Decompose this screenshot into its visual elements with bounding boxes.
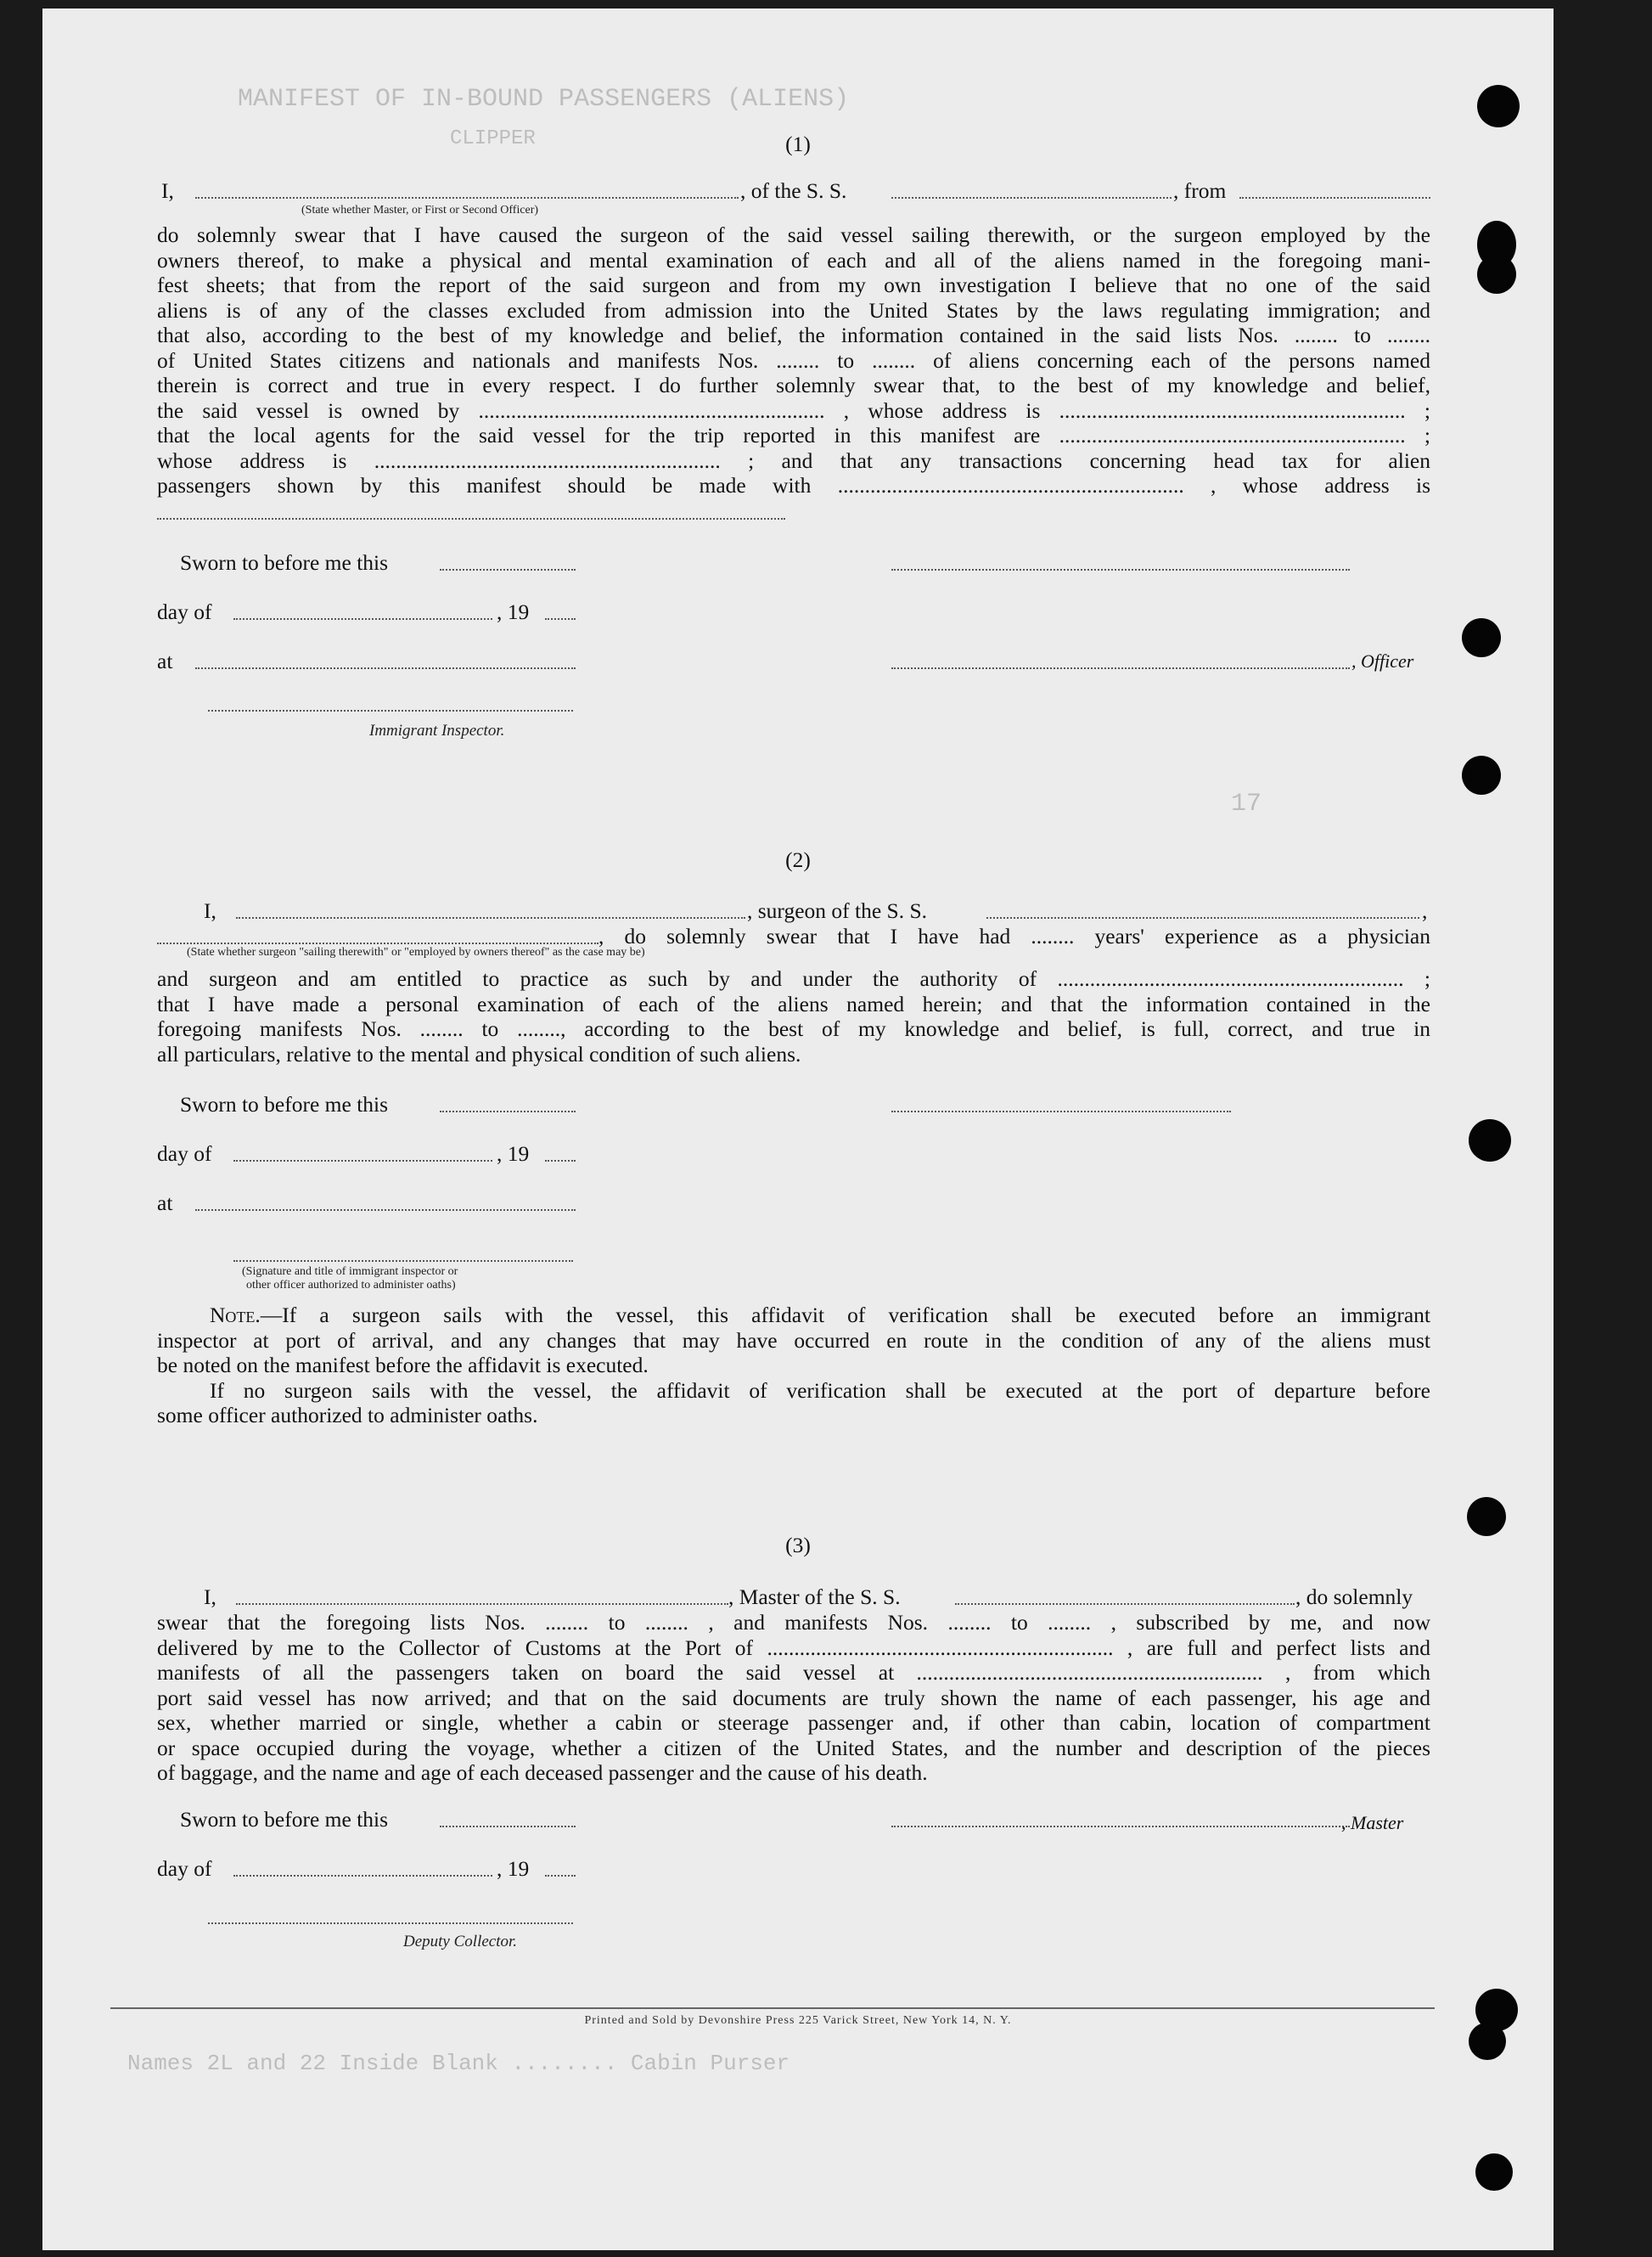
s2-surgeon-label: , surgeon of the S. S. xyxy=(747,898,928,923)
s1-at: at xyxy=(157,649,173,673)
s3-master: , Master xyxy=(1341,1812,1404,1833)
note-line xyxy=(157,1303,1430,1328)
s1-day-blank xyxy=(233,618,492,620)
note-text: —If a surgeon sails with the vessel, this affidavit of verification shall be executed before an immigrant xyxy=(260,1303,1430,1327)
s2-i-label: I, xyxy=(204,898,216,923)
s3-line: port said vessel has now arrived; and that on the said documents are truly shown the name of each passenger, his age and xyxy=(157,1685,1430,1710)
s1-sign-blank xyxy=(891,569,1350,571)
note-paragraph xyxy=(157,1303,1430,1428)
s3-line: of baggage, and the name and age of each deceased passenger and the cause of his death. xyxy=(157,1760,928,1785)
s1-sworn-blank xyxy=(440,569,576,571)
s2-sworn: Sworn to before me this xyxy=(180,1092,389,1117)
s2-surgeon-note: (State whether surgeon "sailing therewith" or "employed by owners thereof" as the case may be) xyxy=(187,946,645,959)
s1-line: the said vessel is owned by ................................................................ , whose address is ................................................................ ; xyxy=(157,397,1430,423)
s3-nineteen: , 19 xyxy=(497,1856,530,1881)
s1-line: that also, according to the best of my knowledge and belief, the information contained in the said lists Nos. ........ to ........ xyxy=(157,323,1430,347)
s3-master-label: , Master of the S. S. xyxy=(728,1584,901,1609)
s3-oath-paragraph xyxy=(157,1610,1430,1786)
s2-type-blank xyxy=(157,943,598,944)
s1-at-blank xyxy=(195,667,576,669)
s1-from-blank xyxy=(1239,197,1430,199)
s2-day-of: day of xyxy=(157,1141,212,1166)
ghost-title: MANIFEST OF IN-BOUND PASSENGERS (ALIENS) xyxy=(238,85,850,114)
note-line: If no surgeon sails with the vessel, the affidavit of verification shall be executed at the port of departure before xyxy=(210,1377,1430,1403)
s2-nineteen: , 19 xyxy=(497,1141,530,1166)
ghost-code: CLIPPER xyxy=(450,127,536,150)
s1-line: that the local agents for the said vessel for the trip reported in this manifest are ................................................................ ; xyxy=(157,423,1430,447)
s1-line: aliens is of any of the classes excluded from admission into the United States by the laws regulating immigration; and xyxy=(157,297,1430,323)
section-1-number: (1) xyxy=(785,132,811,156)
section-3-number: (3) xyxy=(785,1533,811,1557)
s2-at-blank xyxy=(195,1209,576,1211)
s2-year-blank xyxy=(545,1160,576,1162)
s1-inspector-label: Immigrant Inspector. xyxy=(369,722,505,740)
s3-sworn: Sworn to before me this xyxy=(180,1807,389,1832)
s1-line: passengers shown by this manifest should be made with ................................................................ , whose address is xyxy=(157,473,1430,498)
note-line: be noted on the manifest before the affidavit is executed. xyxy=(157,1353,649,1377)
s2-sig-note-1: (Signature and title of immigrant inspector or xyxy=(242,1265,458,1278)
footer-rule xyxy=(110,2007,1435,2009)
s1-line: fest sheets; that from the report of the said surgeon and from my own investigation I believe that no one of the said xyxy=(157,273,1430,297)
s3-line: manifests of all the passengers taken on board the said vessel at ................................................................ , from which xyxy=(157,1660,1430,1685)
s3-name-blank xyxy=(236,1603,728,1605)
s1-year-blank xyxy=(545,618,576,620)
s1-line: whose address is ................................................................ ; and that any transactions concerning head tax for alien xyxy=(157,447,1430,473)
s3-day-blank xyxy=(233,1875,492,1877)
ghost-bottom: Names 2L and 22 Inside Blank ........ Cabin Purser xyxy=(127,2051,790,2076)
s2-line: that I have made a personal examination of each of the aliens named herein; and that the information contained in the xyxy=(157,991,1430,1016)
punch-hole xyxy=(1462,618,1501,657)
s1-nineteen: , 19 xyxy=(497,599,530,624)
s1-officer-blank xyxy=(195,197,739,199)
punch-hole xyxy=(1475,2153,1513,2191)
punch-hole xyxy=(1477,255,1516,294)
punch-hole xyxy=(1467,1497,1506,1536)
s2-day-blank xyxy=(233,1160,492,1162)
section-2-number: (2) xyxy=(785,847,811,872)
ghost-mark: 17 xyxy=(1231,790,1262,819)
s1-ss-label: , of the S. S. xyxy=(740,178,847,203)
s1-inspector-blank xyxy=(208,710,573,712)
s2-sworn-blank xyxy=(440,1111,576,1112)
s3-year-blank xyxy=(545,1875,576,1877)
punch-hole xyxy=(1469,2023,1506,2060)
s3-i-label: I, xyxy=(204,1584,216,1609)
note-label: Note. xyxy=(210,1303,261,1327)
s2-name-blank xyxy=(236,917,745,919)
s3-collector-blank xyxy=(208,1922,573,1924)
punch-hole xyxy=(1462,756,1501,795)
s3-line: or space occupied during the voyage, whether a citizen of the United States, and the number and description of the pieces xyxy=(157,1735,1430,1760)
s1-line: of United States citizens and nationals and manifests Nos. ........ to ........ of aliens concerning each of the persons named xyxy=(157,347,1430,373)
s3-sworn-blank xyxy=(440,1826,576,1827)
s2-at: at xyxy=(157,1190,173,1215)
s3-do-label: , do solemnly xyxy=(1295,1584,1413,1609)
s1-address-blank xyxy=(157,518,785,520)
s2-line: and surgeon and am entitled to practice as such by and under the authority of ................................................................ ; xyxy=(157,966,1430,991)
s1-from-label: , from xyxy=(1173,178,1227,203)
s2-line: all particulars, relative to the mental and physical condition of such aliens. xyxy=(157,1041,801,1067)
s1-officer-note: (State whether Master, or First or Second Officer) xyxy=(301,204,539,217)
s2-comma: , xyxy=(1422,898,1428,923)
s3-line: delivered by me to the Collector of Customs at the Port of ................................................................ , are full and perfect lists and xyxy=(157,1635,1430,1660)
note-line: some officer authorized to administer oaths. xyxy=(157,1403,538,1427)
manifest-page xyxy=(42,8,1554,2250)
s2-sign-blank xyxy=(891,1111,1231,1112)
punch-hole xyxy=(1477,85,1520,127)
s2-line: foregoing manifests Nos. ........ to ........, according to the best of my knowledge and belief, is full, correct, and true in xyxy=(157,1016,1430,1041)
s2-line-0: , do solemnly swear that I have had ........ years' experience as a physician xyxy=(598,924,1430,948)
s3-day-of: day of xyxy=(157,1856,212,1881)
note-line: inspector at port of arrival, and any changes that may have occurred en route in the condition of any of the aliens must xyxy=(157,1327,1430,1353)
s3-line: swear that the foregoing lists Nos. ........ to ........ , and manifests Nos. ........ to ........ , subscribed by me, and now xyxy=(157,1610,1430,1635)
s3-ship-blank xyxy=(955,1603,1295,1605)
s1-line: therein is correct and true in every respect. I do further solemnly swear that, to the best of my knowledge and belief, xyxy=(157,373,1430,397)
s2-signature-blank xyxy=(233,1260,573,1262)
s2-ship-blank xyxy=(986,917,1419,919)
s1-day-of: day of xyxy=(157,599,212,624)
s1-officer: , Officer xyxy=(1351,650,1414,672)
s3-master-sign-blank xyxy=(891,1826,1350,1827)
s2-oath-paragraph xyxy=(157,966,1430,1067)
s1-line: do solemnly swear that I have caused the surgeon of the said vessel sailing therewith, or the surgeon employed by the xyxy=(157,222,1430,247)
s1-sworn: Sworn to before me this xyxy=(180,550,389,575)
s1-officer-sign-blank xyxy=(891,667,1350,669)
punch-hole xyxy=(1469,1119,1511,1162)
s1-line: owners thereof, to make a physical and mental examination of each and all of the aliens named in the foregoing mani- xyxy=(157,247,1430,273)
printer-credit: Printed and Sold by Devonshire Press 225 Varick Street, New York 14, N. Y. xyxy=(584,2014,1012,2027)
s1-ship-blank xyxy=(891,197,1172,199)
s3-line: sex, whether married or single, whether a cabin or steerage passenger and, if other than cabin, location of compartment xyxy=(157,1710,1430,1735)
s3-collector-label: Deputy Collector. xyxy=(403,1933,518,1950)
s1-oath-paragraph xyxy=(157,222,1430,498)
s2-sig-note-2: other officer authorized to administer oaths) xyxy=(246,1279,456,1292)
s1-i-label: I, xyxy=(161,178,174,203)
